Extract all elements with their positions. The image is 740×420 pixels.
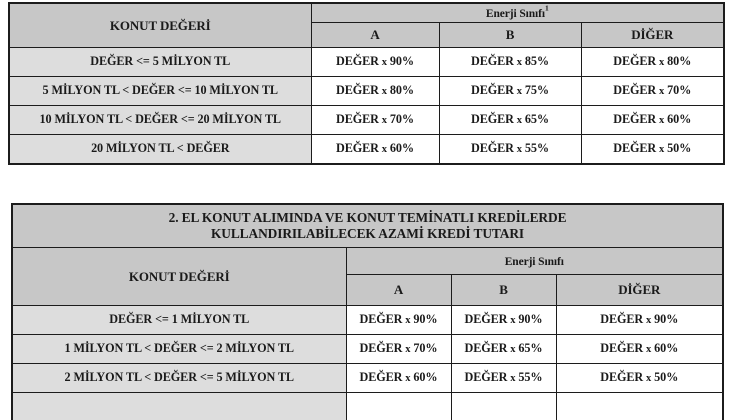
multiplier-symbol: x [646, 344, 652, 356]
multiplier-symbol: x [646, 373, 652, 385]
table-two-cell: DEĞER x 70% [346, 335, 451, 364]
footnote-marker: 1 [544, 4, 549, 14]
multiplier-symbol: x [646, 315, 652, 327]
table-two-row-label [12, 393, 346, 420]
table-row [12, 335, 723, 364]
multiplier-symbol: x [405, 373, 411, 385]
table-one-col-header-diger: DİĞER [581, 23, 724, 48]
table-two-row-label: 1 MİLYON TL < DEĞER <= 2 MİLYON TL [12, 335, 346, 364]
multiplier-symbol: x [405, 315, 411, 327]
multiplier-symbol: x [381, 86, 387, 98]
table-one-group-header: Enerji Sınıfı$^1$ [311, 3, 724, 23]
multiplier-symbol: x [516, 57, 522, 69]
table-row [9, 77, 724, 106]
multiplier-symbol: x [381, 115, 387, 127]
table-row [12, 364, 723, 393]
table-two-cell: DEĞER x 55% [451, 364, 556, 393]
table-one-cell: DEĞER x 80% [581, 48, 724, 77]
table-row-clipped [12, 393, 723, 420]
table-two-col-header-diger: DİĞER [556, 275, 723, 306]
table-one-col-header-a: A [311, 23, 439, 48]
table-one-row-label: 20 MİLYON TL < DEĞER [9, 135, 311, 165]
table-two-header-row-group [12, 248, 723, 275]
table-one-cell: DEĞER x 75% [439, 77, 581, 106]
table-two-title-line-2: KULLANDIRILABİLECEK AZAMİ KREDİ TUTARI [210, 226, 525, 241]
multiplier-symbol: x [659, 86, 665, 98]
table-one-cell: DEĞER x 85% [439, 48, 581, 77]
multiplier-symbol: x [516, 86, 522, 98]
table-two-title [12, 204, 723, 248]
table-two-cell: DEĞER x 90% [451, 306, 556, 335]
table-one-cell: DEĞER x 70% [311, 106, 439, 135]
table-one-cell: DEĞER x 60% [581, 106, 724, 135]
table-one-cell: DEĞER x 50% [581, 135, 724, 165]
multiplier-symbol: x [510, 344, 516, 356]
multiplier-symbol: x [516, 115, 522, 127]
table-two-cell: DEĞER x 90% [346, 306, 451, 335]
table-one-row-label: DEĞER <= 5 MİLYON TL [9, 48, 311, 77]
table-two-group-header: Enerji Sınıfı [346, 248, 723, 275]
table-row [9, 106, 724, 135]
table-one-cell: DEĞER x 80% [311, 77, 439, 106]
table-one-row-header-label: KONUT DEĞERİ [9, 3, 311, 48]
table-two-cell [451, 393, 556, 420]
table-two-cell: DEĞER x 50% [556, 364, 723, 393]
konut-degeri-table-two [11, 203, 724, 420]
table-two-cell [556, 393, 723, 420]
table-two-title-line-1: 2. EL KONUT ALIMINDA VE KONUT TEMİNATLI KREDİLERDE [168, 209, 567, 225]
multiplier-symbol: x [510, 315, 516, 327]
konut-degeri-table-one [8, 2, 725, 165]
table-one-row-label: 5 MİLYON TL < DEĞER <= 10 MİLYON TL [9, 77, 311, 106]
table-one-cell: DEĞER x 90% [311, 48, 439, 77]
multiplier-symbol: x [510, 373, 516, 385]
multiplier-symbol: x [659, 57, 665, 69]
table-one-row-label: 10 MİLYON TL < DEĞER <= 20 MİLYON TL [9, 106, 311, 135]
table-one-cell: DEĞER x 60% [311, 135, 439, 165]
table-one-cell: DEĞER x 65% [439, 106, 581, 135]
table-two-row-label: 2 MİLYON TL < DEĞER <= 5 MİLYON TL [12, 364, 346, 393]
table-two-col-header-a: A [346, 275, 451, 306]
multiplier-symbol: x [659, 144, 665, 156]
multiplier-symbol: x [381, 57, 387, 69]
multiplier-symbol: x [516, 144, 522, 156]
multiplier-symbol: x [381, 144, 387, 156]
table-two-col-header-b: B [451, 275, 556, 306]
multiplier-symbol: x [405, 344, 411, 356]
table-two-cell [346, 393, 451, 420]
table-one-col-header-b: B [439, 23, 581, 48]
table-one-cell: DEĞER x 70% [581, 77, 724, 106]
table-row [9, 135, 724, 165]
table-two-cell: DEĞER x 60% [346, 364, 451, 393]
multiplier-symbol: x [659, 115, 665, 127]
table-two-cell: DEĞER x 60% [556, 335, 723, 364]
table-row [12, 306, 723, 335]
table-two-title-row [12, 204, 723, 248]
table-two-row-header-label: KONUT DEĞERİ [12, 248, 346, 306]
table-two-cell: DEĞER x 90% [556, 306, 723, 335]
table-one-header-row-group [9, 3, 724, 23]
table-one-cell: DEĞER x 55% [439, 135, 581, 165]
table-two-cell: DEĞER x 65% [451, 335, 556, 364]
table-row [9, 48, 724, 77]
table-two-row-label: DEĞER <= 1 MİLYON TL [12, 306, 346, 335]
